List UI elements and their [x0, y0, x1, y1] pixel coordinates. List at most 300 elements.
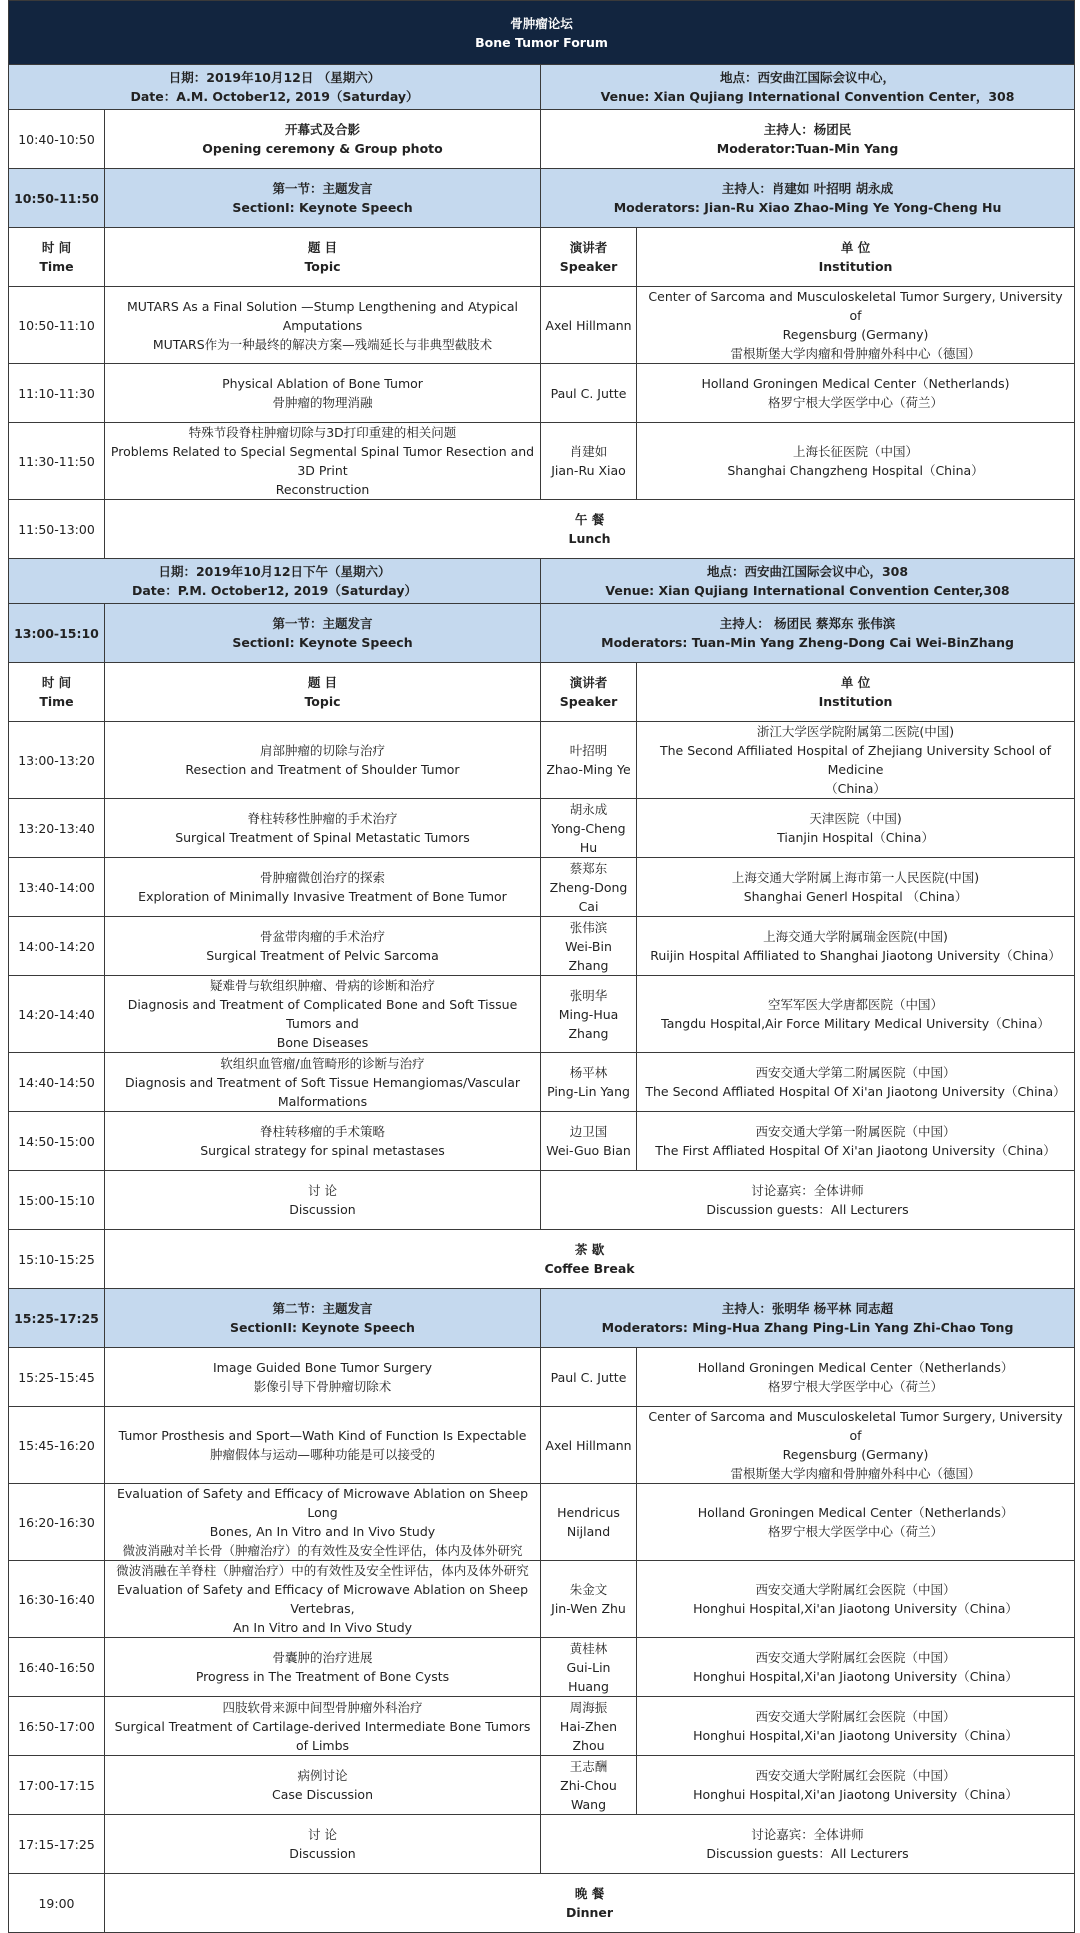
talk-institution-line-1: Holland Groningen Medical Center（Netherlands）: [697, 1360, 1014, 1375]
discussion-guests-line-2: Discussion guests：All Lecturers: [706, 1202, 909, 1217]
discussion-guests-line-1: 讨论嘉宾：全体讲师: [751, 1827, 864, 1842]
header-speaker-line-2: Speaker: [559, 694, 618, 709]
section-title-line-2: SectionI: Keynote Speech: [232, 200, 413, 215]
discussion-time: [9, 1815, 105, 1874]
talk-topic: [105, 1697, 541, 1756]
talk-time: [9, 1112, 105, 1171]
opening-row: [9, 110, 1075, 169]
talk-time-line-1: 11:30-11:50: [18, 453, 95, 469]
schedule-table: [8, 0, 1075, 1933]
talk-topic-line-1: 疑难骨与软组织肿瘤、骨病的诊断和治疗: [209, 978, 435, 993]
talk-institution-line-1: Center of Sarcoma and Musculoskeletal Tumor Surgery, University of: [648, 1409, 1063, 1443]
talk-institution: [637, 1407, 1075, 1484]
talk-topic-line-2: Diagnosis and Treatment of Soft Tissue Hemangiomas/Vascular: [124, 1074, 521, 1090]
talk-time: [9, 917, 105, 976]
talk-topic-line-1: 软组织血管瘤/血管畸形的诊断与治疗: [220, 1055, 425, 1071]
opening-time-line-1: 10:40-10:50: [18, 131, 95, 147]
talk-institution-line-1: 天津医院（中国): [809, 811, 902, 826]
talk-time: [9, 364, 105, 423]
opening-moderator: [541, 110, 1075, 169]
talk-topic-line-2: Resection and Treatment of Shoulder Tumor: [185, 762, 460, 777]
section-moderators: [541, 169, 1075, 228]
talk-institution: [637, 287, 1075, 364]
section-time: [9, 604, 105, 663]
talk-topic-line-1: Tumor Prosthesis and Sport—Wath Kind of Function Is Expectable: [118, 1428, 527, 1443]
talk-speaker-line-1: 杨平林: [569, 1065, 608, 1080]
talk-speaker-line-1: Paul C. Jutte: [550, 1369, 627, 1385]
dinner-row-time-line-1: 19:00: [38, 1895, 75, 1911]
discussion-row: [9, 1171, 1075, 1230]
talk-time-line-1: 15:45-16:20: [18, 1437, 95, 1453]
talk-topic-line-1: Physical Ablation of Bone Tumor: [222, 376, 423, 391]
talk-institution-line-2: 格罗宁根大学医学中心（荷兰）: [768, 1524, 944, 1539]
talk-time: [9, 1756, 105, 1815]
talk-row: [9, 722, 1075, 799]
talk-institution-line-1: 西安交通大学第二附属医院（中国）: [755, 1065, 956, 1080]
discussion-time-line-1: 17:15-17:25: [18, 1836, 95, 1852]
talk-topic-line-2: Progress in The Treatment of Bone Cysts: [195, 1669, 450, 1684]
header-time: [9, 663, 105, 722]
talk-topic: [105, 1561, 541, 1638]
column-header-row: [9, 228, 1075, 287]
talk-time: [9, 423, 105, 500]
header-time-line-1: 时 间: [41, 240, 72, 255]
talk-institution: [637, 799, 1075, 858]
talk-speaker-line-1: 朱金文: [569, 1582, 608, 1597]
talk-topic-line-1: 微波消融在羊脊柱（肿瘤治疗）中的有效性及安全性评估，体内及体外研究: [116, 1563, 529, 1578]
talk-speaker: [541, 1407, 637, 1484]
talk-speaker: [541, 287, 637, 364]
dinner-row-label-line-1: 晚 餐: [574, 1886, 605, 1901]
talk-topic: [105, 1348, 541, 1407]
talk-institution-line-2: 格罗宁根大学医学中心（荷兰）: [768, 1379, 944, 1394]
talk-institution-line-1: 西安交通大学附属红会医院（中国）: [755, 1709, 956, 1724]
talk-speaker-line-3: Zhang: [568, 1025, 609, 1041]
talk-speaker-line-1: 王志酬: [569, 1758, 608, 1774]
talk-topic-line-2: 肿瘤假体与运动—哪种功能是可以接受的: [209, 1447, 435, 1462]
lunch-row-label: [105, 500, 1075, 559]
talk-topic-line-1: 骨囊肿的治疗进展: [272, 1650, 373, 1665]
section-moderators-line-2: Moderators: Jian-Ru Xiao Zhao-Ming Ye Yong-Cheng Hu: [613, 200, 1002, 215]
talk-time: [9, 1407, 105, 1484]
header-speaker-line-2: Speaker: [559, 259, 618, 274]
talk-row: [9, 1561, 1075, 1638]
talk-institution: [637, 364, 1075, 423]
section-moderators-line-1: 主持人：张明华 杨平林 同志超: [721, 1301, 894, 1316]
talk-institution-line-2: The Second Affiliated Hospital of Zhejiang University School of Medicine: [659, 743, 1052, 777]
date-venue-row: [9, 65, 1075, 110]
talk-topic-line-2: 影像引导下骨肿瘤切除术: [253, 1379, 392, 1394]
talk-topic: [105, 722, 541, 799]
talk-topic-line-2: Diagnosis and Treatment of Complicated Bone and Soft Tissue Tumors and: [127, 997, 518, 1031]
talk-institution-line-2: Shanghai Generl Hospital （China）: [743, 889, 968, 904]
header-topic-line-2: Topic: [304, 259, 341, 274]
talk-institution-line-3: 雷根斯堡大学肉瘤和骨肿瘤外科中心（德国）: [730, 346, 981, 361]
talk-topic-line-3: Bone Diseases: [276, 1035, 369, 1050]
venue-cell-line-1: 地点：西安曲江国际会议中心，308: [706, 564, 909, 579]
talk-time-line-1: 15:25-15:45: [18, 1369, 95, 1385]
header-institution-line-2: Institution: [818, 259, 893, 274]
talk-row: [9, 1756, 1075, 1815]
talk-topic: [105, 799, 541, 858]
talk-speaker-line-1: Axel Hillmann: [545, 317, 632, 333]
date-cell-line-1: 日期：2019年10月12日下午（星期六）: [158, 564, 391, 579]
talk-institution: [637, 1348, 1075, 1407]
talk-topic-line-1: 骨盆带肉瘤的手术治疗: [259, 929, 385, 944]
section-moderators-line-1: 主持人： 杨团民 蔡郑东 张伟滨: [719, 616, 896, 631]
talk-topic: [105, 1756, 541, 1815]
opening-moderator-line-2: Moderator:Tuan-Min Yang: [716, 141, 899, 156]
talk-institution-line-1: 上海交通大学附属瑞金医院(中国): [763, 929, 948, 944]
section-row: [9, 604, 1075, 663]
talk-time: [9, 1697, 105, 1756]
talk-institution-line-1: 空军军医大学唐都医院（中国）: [768, 997, 944, 1012]
title-cn: 骨肿瘤论坛: [510, 15, 573, 31]
talk-speaker: [541, 976, 637, 1053]
opening-label-line-2: Opening ceremony & Group photo: [202, 141, 443, 156]
discussion-label: [105, 1171, 541, 1230]
talk-institution: [637, 1756, 1075, 1815]
section-time-line-1: 15:25-17:25: [14, 1310, 99, 1326]
talk-time-line-1: 13:00-13:20: [18, 752, 95, 768]
talk-topic-line-2: Surgical Treatment of Pelvic Sarcoma: [206, 948, 439, 963]
talk-speaker: [541, 1756, 637, 1815]
talk-topic-line-1: Image Guided Bone Tumor Surgery: [212, 1360, 433, 1375]
section-moderators-line-2: Moderators: Ming-Hua Zhang Ping-Lin Yang Zhi-Chao Tong: [601, 1320, 1014, 1335]
talk-topic-line-2: Surgical strategy for spinal metastases: [200, 1143, 445, 1158]
talk-row: [9, 1697, 1075, 1756]
forum-title: [9, 1, 1075, 65]
talk-speaker-line-2: Gui-Lin Huang: [566, 1659, 611, 1694]
discussion-guests-line-1: 讨论嘉宾：全体讲师: [751, 1183, 864, 1198]
dinner-row-label: [105, 1874, 1075, 1933]
talk-time-line-1: 16:50-17:00: [18, 1718, 95, 1734]
discussion-guests-line-2: Discussion guests：All Lecturers: [706, 1846, 909, 1861]
talk-institution: [637, 722, 1075, 799]
talk-institution-line-1: Center of Sarcoma and Musculoskeletal Tumor Surgery, University of: [648, 289, 1063, 323]
talk-speaker: [541, 917, 637, 976]
talk-time: [9, 1348, 105, 1407]
talk-topic-line-1: 特殊节段脊柱肿瘤切除与3D打印重建的相关问题: [188, 425, 457, 440]
talk-speaker-line-2: Ping-Lin Yang: [547, 1084, 630, 1099]
talk-institution: [637, 423, 1075, 500]
talk-time: [9, 1561, 105, 1638]
lunch-row-label-line-1: 午 餐: [574, 512, 605, 527]
talk-institution-line-2: 格罗宁根大学医学中心（荷兰）: [768, 395, 944, 410]
talk-speaker: [541, 1638, 637, 1697]
talk-speaker-line-1: Paul C. Jutte: [550, 385, 627, 401]
talk-time-line-1: 11:10-11:30: [18, 385, 95, 401]
talk-institution-line-2: Honghui Hospital,Xi'an Jiaotong University（China）: [693, 1601, 1018, 1616]
talk-institution: [637, 976, 1075, 1053]
talk-topic-line-1: Evaluation of Safety and Efficacy of Microwave Ablation on Sheep Long: [116, 1486, 529, 1520]
talk-speaker-line-1: 边卫国: [569, 1124, 608, 1139]
discussion-row: [9, 1815, 1075, 1874]
talk-speaker-line-2: Wei-Guo Bian: [546, 1143, 631, 1158]
title-row: [9, 1, 1075, 65]
coffee-break-row: [9, 1230, 1075, 1289]
talk-institution-line-1: Holland Groningen Medical Center（Netherlands）: [697, 1505, 1014, 1520]
talk-topic-line-1: 病例讨论: [297, 1768, 348, 1783]
talk-speaker-line-1: 叶招明: [569, 743, 608, 758]
talk-institution: [637, 858, 1075, 917]
talk-speaker-line-1: Axel Hillmann: [545, 1437, 632, 1453]
talk-institution-line-3: （China）: [825, 781, 886, 796]
section-row: [9, 169, 1075, 228]
talk-speaker: [541, 858, 637, 917]
talk-speaker-line-1: 张伟滨: [569, 919, 608, 935]
coffee-break-row-label-line-2: Coffee Break: [544, 1261, 635, 1276]
header-time: [9, 228, 105, 287]
talk-time-line-1: 14:00-14:20: [18, 938, 95, 954]
header-time-line-2: Time: [39, 694, 74, 709]
date-cell: [9, 65, 541, 110]
section-moderators: [541, 1289, 1075, 1348]
talk-topic-line-2: Surgical Treatment of Spinal Metastatic Tumors: [175, 830, 470, 845]
talk-row: [9, 1112, 1075, 1171]
talk-row: [9, 287, 1075, 364]
talk-institution-line-2: Tianjin Hospital（China）: [777, 830, 934, 845]
talk-time-line-1: 14:20-14:40: [18, 1006, 95, 1022]
date-cell-line-1: 日期：2019年10月12日 （星期六）: [168, 70, 381, 85]
section-time: [9, 169, 105, 228]
date-cell-line-2: Date：P.M. October12, 2019（Saturday）: [131, 583, 418, 598]
section-title-line-2: SectionI: Keynote Speech: [232, 635, 413, 650]
talk-speaker-line-2: Ming-Hua: [558, 1006, 619, 1022]
talk-institution: [637, 917, 1075, 976]
talk-topic-line-2: Evaluation of Safety and Efficacy of Microwave Ablation on Sheep Vertebras,: [116, 1582, 529, 1616]
talk-time: [9, 799, 105, 858]
talk-time: [9, 1053, 105, 1112]
talk-time: [9, 858, 105, 917]
talk-speaker: [541, 1484, 637, 1561]
talk-institution: [637, 1561, 1075, 1638]
talk-speaker: [541, 1697, 637, 1756]
talk-institution-line-2: Honghui Hospital,Xi'an Jiaotong University（China）: [693, 1787, 1018, 1802]
discussion-label-line-2: Discussion: [289, 1202, 356, 1217]
talk-speaker-line-2: Nijland: [566, 1524, 611, 1539]
discussion-guests: [541, 1815, 1075, 1874]
coffee-break-row-label: [105, 1230, 1075, 1289]
lunch-row-time-line-1: 11:50-13:00: [18, 521, 95, 537]
talk-topic-line-1: MUTARS As a Final Solution —Stump Lengthening and Atypical Amputations: [127, 298, 518, 333]
section-moderators-line-2: Moderators: Tuan-Min Yang Zheng-Dong Cai Wei-BinZhang: [601, 635, 1014, 650]
talk-time-line-1: 13:40-14:00: [18, 879, 95, 895]
section-time: [9, 1289, 105, 1348]
venue-cell: [541, 65, 1075, 110]
section-title-line-2: SectionII: Keynote Speech: [230, 1320, 415, 1335]
talk-institution-line-2: Regensburg (Germany): [782, 1447, 929, 1462]
talk-row: [9, 364, 1075, 423]
lunch-row-label-line-2: Lunch: [568, 531, 611, 546]
talk-row: [9, 976, 1075, 1053]
talk-row: [9, 858, 1075, 917]
talk-topic-line-2: Exploration of Minimally Invasive Treatment of Bone Tumor: [138, 889, 507, 904]
talk-row: [9, 917, 1075, 976]
dinner-row: [9, 1874, 1075, 1933]
header-institution: [637, 228, 1075, 287]
talk-topic-line-2: Bones, An In Vitro and In Vivo Study: [209, 1524, 436, 1539]
talk-speaker-line-2: Zheng-Dong Cai: [549, 879, 628, 914]
opening-label-line-1: 开幕式及合影: [284, 122, 360, 137]
talk-row: [9, 1407, 1075, 1484]
talk-topic-line-1: 脊柱转移瘤的手术策略: [259, 1124, 385, 1139]
talk-institution: [637, 1638, 1075, 1697]
talk-time: [9, 1638, 105, 1697]
talk-speaker: [541, 1348, 637, 1407]
talk-institution-line-2: The Second Affliated Hospital Of Xi'an Jiaotong University（China）: [645, 1084, 1066, 1099]
talk-speaker-line-2: Jian-Ru Xiao: [551, 463, 626, 478]
date-cell: [9, 559, 541, 604]
header-institution-line-1: 单 位: [840, 240, 871, 255]
talk-institution-line-1: 西安交通大学附属红会医院（中国）: [755, 1582, 956, 1597]
header-speaker: [541, 663, 637, 722]
talk-time: [9, 287, 105, 364]
opening-time: [9, 110, 105, 169]
discussion-label-line-1: 讨 论: [308, 1827, 337, 1842]
column-header-row: [9, 663, 1075, 722]
talk-row: [9, 1484, 1075, 1561]
talk-speaker-line-2: Hai-Zhen Zhou: [559, 1718, 618, 1753]
talk-topic-line-1: 肩部肿瘤的切除与治疗: [259, 743, 385, 758]
talk-topic-line-2: 骨肿瘤的物理消融: [272, 395, 373, 410]
talk-institution: [637, 1484, 1075, 1561]
header-speaker-line-1: 演讲者: [569, 240, 608, 255]
talk-speaker-line-1: 周海振: [569, 1699, 608, 1715]
talk-time: [9, 976, 105, 1053]
talk-time: [9, 722, 105, 799]
title-en: Bone Tumor Forum: [475, 34, 608, 50]
section-time-line-1: 10:50-11:50: [14, 190, 99, 206]
section-time-line-1: 13:00-15:10: [14, 625, 99, 641]
talk-speaker-line-2: Wei-Bin Zhang: [565, 938, 612, 973]
talk-topic-line-3: Malformations: [277, 1093, 368, 1109]
coffee-break-row-label-line-1: 茶 歇: [574, 1242, 605, 1257]
talk-speaker-line-2: Yong-Cheng Hu: [551, 820, 626, 855]
section-title: [105, 1289, 541, 1348]
talk-institution-line-2: Regensburg (Germany): [782, 327, 929, 342]
lunch-row: [9, 500, 1075, 559]
talk-institution-line-2: Honghui Hospital,Xi'an Jiaotong University（China）: [693, 1669, 1018, 1684]
date-venue-row: [9, 559, 1075, 604]
talk-topic-line-2: Surgical Treatment of Cartilage-derived Intermediate Bone Tumors of Limbs: [114, 1718, 531, 1753]
talk-institution: [637, 1053, 1075, 1112]
talk-time-line-1: 16:30-16:40: [18, 1591, 95, 1607]
section-title-line-1: 第一节：主题发言: [272, 616, 373, 631]
talk-institution: [637, 1112, 1075, 1171]
talk-topic-line-1: 四肢软骨来源中间型骨肿瘤外科治疗: [222, 1699, 423, 1715]
talk-time-line-1: 14:40-14:50: [18, 1074, 95, 1090]
talk-time-line-1: 16:40-16:50: [18, 1659, 95, 1675]
opening-label: [105, 110, 541, 169]
lunch-row-time: [9, 500, 105, 559]
header-institution: [637, 663, 1075, 722]
talk-topic-line-2: Problems Related to Special Segmental Spinal Tumor Resection and 3D Print: [110, 444, 535, 478]
talk-institution-line-2: Honghui Hospital,Xi'an Jiaotong University（China）: [693, 1728, 1018, 1743]
talk-speaker-line-2: Jin-Wen Zhu: [551, 1601, 626, 1616]
talk-row: [9, 799, 1075, 858]
talk-topic: [105, 423, 541, 500]
header-time-line-1: 时 间: [41, 675, 72, 690]
talk-topic: [105, 858, 541, 917]
talk-topic-line-3: 微波消融对羊长骨（肿瘤治疗）的有效性及安全性评估，体内及体外研究: [122, 1543, 523, 1558]
venue-cell-line-1: 地点：西安曲江国际会议中心，: [720, 70, 896, 85]
talk-time: [9, 1484, 105, 1561]
talk-institution-line-1: Holland Groningen Medical Center（Netherlands): [701, 376, 1010, 391]
coffee-break-row-time: [9, 1230, 105, 1289]
talk-time-line-1: 14:50-15:00: [18, 1133, 95, 1149]
dinner-row-time: [9, 1874, 105, 1933]
talk-topic-line-2: MUTARS作为一种最终的解决方案—残端延长与非典型截肢术: [152, 336, 493, 352]
talk-institution-line-1: 浙江大学医学院附属第二医院(中国): [756, 724, 955, 739]
header-topic: [105, 663, 541, 722]
section-title-line-1: 第二节：主题发言: [272, 1301, 373, 1316]
talk-speaker: [541, 1561, 637, 1638]
section-moderators-line-1: 主持人：肖建如 叶招明 胡永成: [721, 181, 894, 196]
venue-cell: [541, 559, 1075, 604]
talk-row: [9, 1348, 1075, 1407]
talk-topic: [105, 976, 541, 1053]
talk-speaker-line-1: 张明华: [569, 987, 608, 1003]
talk-institution-line-1: 西安交通大学附属红会医院（中国）: [755, 1650, 956, 1665]
coffee-break-row-time-line-1: 15:10-15:25: [18, 1251, 95, 1267]
talk-row: [9, 423, 1075, 500]
talk-topic: [105, 1112, 541, 1171]
talk-institution-line-2: The First Affliated Hospital Of Xi'an Jiaotong University（China）: [655, 1143, 1056, 1158]
header-speaker: [541, 228, 637, 287]
discussion-time: [9, 1171, 105, 1230]
talk-topic: [105, 1484, 541, 1561]
talk-institution-line-2: Shanghai Changzheng Hospital（China）: [727, 463, 984, 478]
talk-topic: [105, 917, 541, 976]
talk-institution-line-2: Ruijin Hospital Affiliated to Shanghai Jiaotong University（China）: [650, 948, 1061, 963]
discussion-label-line-1: 讨 论: [308, 1183, 337, 1198]
venue-cell-line-2: Venue: Xian Qujiang International Convention Center,308: [605, 583, 1010, 598]
talk-speaker: [541, 799, 637, 858]
talk-speaker: [541, 423, 637, 500]
talk-row: [9, 1053, 1075, 1112]
talk-speaker-line-2: Zhi-Chou Wang: [560, 1777, 617, 1812]
talk-speaker: [541, 1112, 637, 1171]
talk-topic: [105, 287, 541, 364]
header-institution-line-1: 单 位: [840, 675, 871, 690]
opening-moderator-line-1: 主持人：杨团民: [763, 122, 852, 137]
discussion-label-line-2: Discussion: [289, 1846, 356, 1861]
talk-topic: [105, 1407, 541, 1484]
talk-topic-line-3: Reconstruction: [275, 482, 370, 497]
date-cell-line-2: Date：A.M. October12, 2019（Saturday）: [130, 89, 419, 104]
talk-topic-line-2: Case Discussion: [271, 1787, 374, 1802]
talk-topic-line-1: 骨肿瘤微创治疗的探索: [259, 870, 385, 885]
talk-time-line-1: 10:50-11:10: [18, 317, 95, 333]
section-row: [9, 1289, 1075, 1348]
talk-speaker-line-1: Hendricus: [557, 1505, 620, 1520]
talk-institution-line-3: 雷根斯堡大学肉瘤和骨肿瘤外科中心（德国）: [730, 1466, 981, 1481]
talk-topic-line-1: 脊柱转移性肿瘤的手术治疗: [247, 811, 398, 826]
talk-time-line-1: 16:20-16:30: [18, 1514, 95, 1530]
header-institution-line-2: Institution: [818, 694, 893, 709]
talk-speaker: [541, 364, 637, 423]
talk-topic-line-3: An In Vitro and In Vivo Study: [232, 1620, 413, 1635]
talk-topic: [105, 1053, 541, 1112]
talk-row: [9, 1638, 1075, 1697]
header-topic: [105, 228, 541, 287]
talk-speaker-line-2: Zhao-Ming Ye: [546, 762, 631, 777]
discussion-time-line-1: 15:00-15:10: [18, 1192, 95, 1208]
talk-speaker-line-1: 黄桂林: [569, 1640, 608, 1656]
talk-institution-line-2: Tangdu Hospital,Air Force Military Medical University（China）: [661, 1016, 1050, 1031]
talk-institution-line-1: 上海长征医院（中国）: [793, 444, 919, 459]
